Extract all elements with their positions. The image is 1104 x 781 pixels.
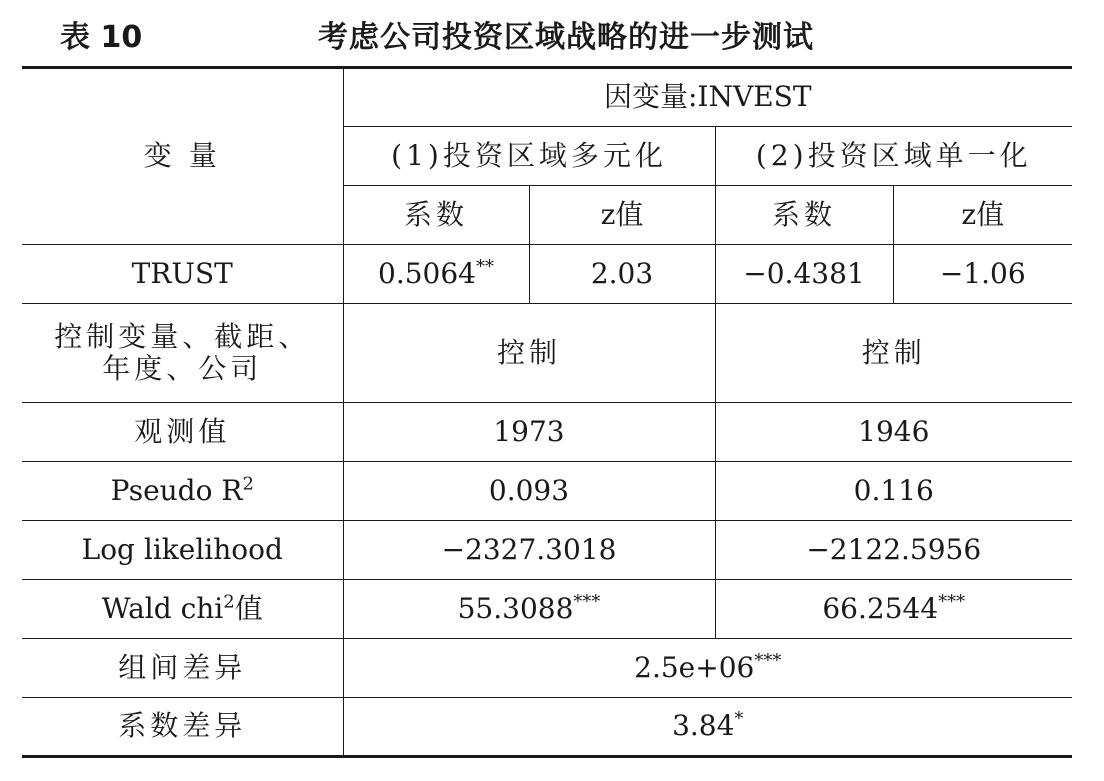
- g1-wald-cell: 55.3088***: [343, 580, 715, 639]
- row-label: Log likelihood: [22, 521, 343, 580]
- table-row-coef-diff: [22, 698, 1072, 757]
- g1-pseudo-r2-cell: 0.093: [343, 462, 715, 521]
- row-label: 控制变量、截距、年度、公司: [22, 304, 343, 403]
- table-row-controls: [22, 304, 1072, 403]
- dependent-variable-header: 因变量:INVEST: [343, 68, 1072, 127]
- row-label: 系数差异: [22, 698, 343, 757]
- table-row-trust: [22, 245, 1072, 304]
- table-title-row: [0, 0, 1104, 62]
- g2-controls-cell: 控制: [715, 304, 1072, 403]
- table-row-group-diff: [22, 639, 1072, 698]
- table-title: 考虑公司投资区域战略的进一步测试: [318, 20, 814, 55]
- table-row-obs: [22, 403, 1072, 462]
- row-label: 组间差异: [22, 639, 343, 698]
- g1-coef-header: 系数: [343, 186, 529, 245]
- g1-obs-cell: 1973: [343, 403, 715, 462]
- g2-coef-header: 系数: [715, 186, 893, 245]
- g2-z-header: z值: [893, 186, 1072, 245]
- g2-z-cell: −1.06: [893, 245, 1072, 304]
- row-label: Pseudo $R^2$: [22, 462, 343, 521]
- g1-controls-cell: 控制: [343, 304, 715, 403]
- group-diff-cell: 2.5e+06***: [343, 639, 1072, 698]
- g2-pseudo-r2-cell: 0.116: [715, 462, 1072, 521]
- g1-z-cell: 2.03: [529, 245, 715, 304]
- g2-obs-cell: 1946: [715, 403, 1072, 462]
- table-row-loglik: [22, 521, 1072, 580]
- table-row-pseudo-r2: [22, 462, 1072, 521]
- g2-coef-cell: −0.4381: [715, 245, 893, 304]
- row-label: 观测值: [22, 403, 343, 462]
- variable-header: 变 量: [22, 68, 343, 245]
- row-label: TRUST: [22, 245, 343, 304]
- regression-table: [22, 66, 1072, 758]
- row-label: Wald chi$^2$值: [22, 580, 343, 639]
- g2-loglik-cell: −2122.5956: [715, 521, 1072, 580]
- g2-wald-cell: 66.2544***: [715, 580, 1072, 639]
- group2-header: (2)投资区域单一化: [715, 127, 1072, 186]
- g1-loglik-cell: −2327.3018: [343, 521, 715, 580]
- table-number: 表 10: [60, 20, 143, 55]
- table-row-wald: [22, 580, 1072, 639]
- g1-coef-cell: 0.5064**: [343, 245, 529, 304]
- group1-header: (1)投资区域多元化: [343, 127, 715, 186]
- header-row-dependent: [22, 68, 1072, 127]
- g1-z-header: z值: [529, 186, 715, 245]
- coef-diff-cell: 3.84*: [343, 698, 1072, 757]
